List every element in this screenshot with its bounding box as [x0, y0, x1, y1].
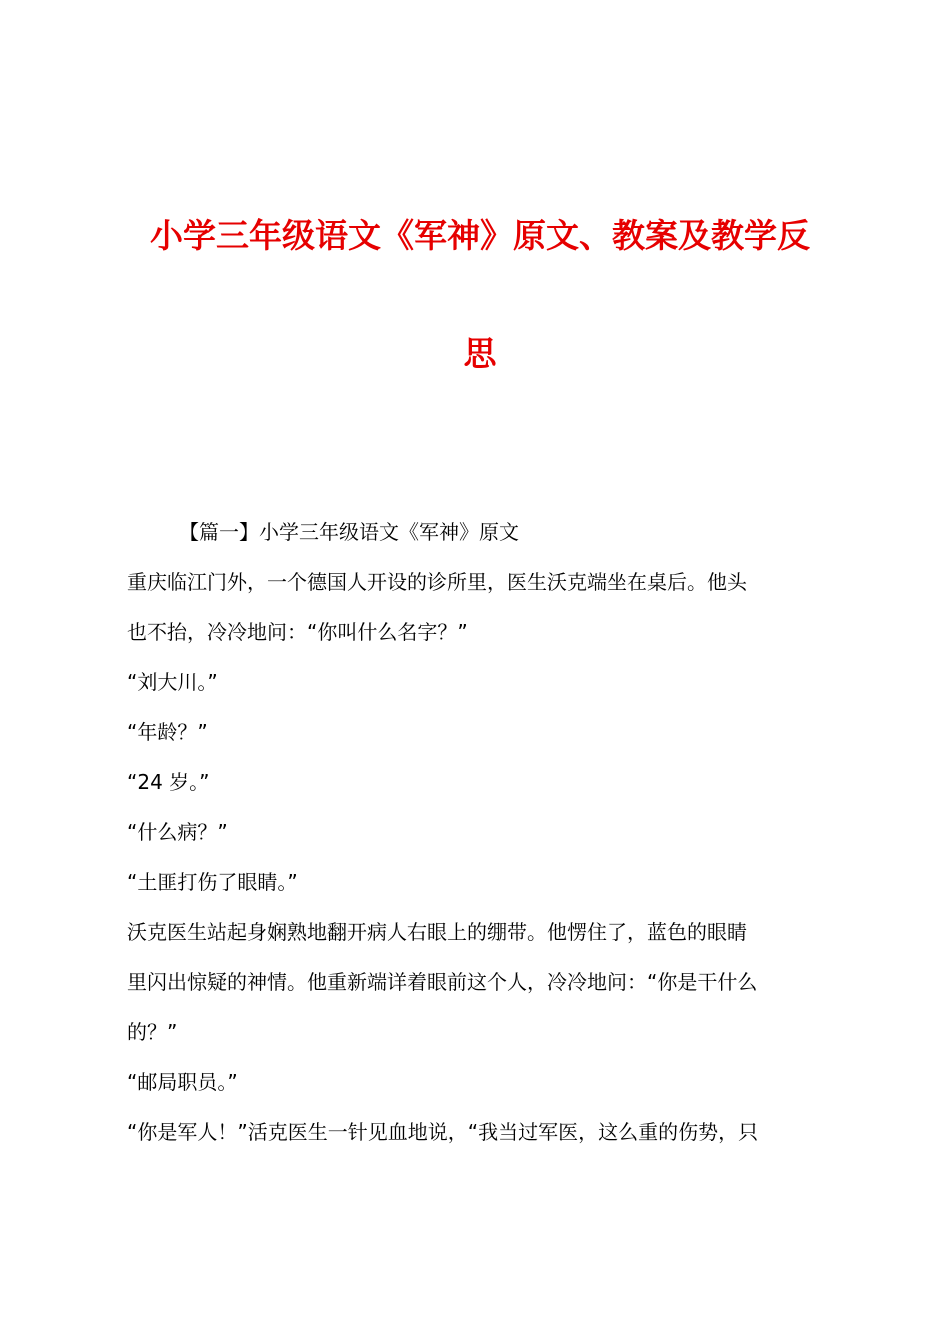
- document-title-line-1: 小学三年级语文《军神》原文、教案及教学反: [150, 216, 810, 255]
- paragraph-line: “土匪打伤了眼睛。”: [127, 870, 298, 894]
- paragraph-line: “24 岁。”: [127, 770, 210, 794]
- paragraph-line: “邮局职员。”: [127, 1070, 238, 1094]
- section-heading: 【篇一】小学三年级语文《军神》原文: [179, 520, 519, 544]
- paragraph-line: “年龄？”: [127, 720, 208, 744]
- paragraph-line: 的？”: [127, 1020, 178, 1044]
- paragraph-line: 也不抬，冷冷地问：“你叫什么名字？”: [127, 620, 468, 644]
- paragraph-line: 沃克医生站起身娴熟地翻开病人右眼上的绷带。他愣住了，蓝色的眼睛: [127, 920, 747, 944]
- paragraph-line: 里闪出惊疑的神情。他重新端详着眼前这个人，冷冷地问：“你是干什么: [127, 970, 758, 994]
- document-title-line-2: 思: [463, 334, 497, 373]
- paragraph-line: “刘大川。”: [127, 670, 218, 694]
- paragraph-line: 重庆临江门外，一个德国人开设的诊所里，医生沃克端坐在桌后。他头: [127, 570, 747, 594]
- paragraph-line: “你是军人！”活克医生一针见血地说，“我当过军医，这么重的伤势，只: [127, 1120, 759, 1144]
- document-body: [127, 507, 839, 1157]
- paragraph-line: “什么病？”: [127, 820, 228, 844]
